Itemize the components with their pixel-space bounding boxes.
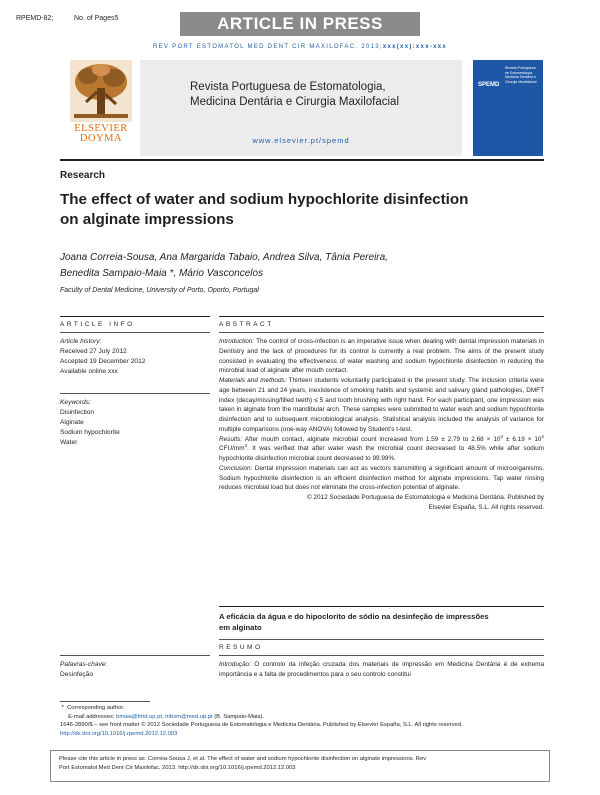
email-link: mbsm@med.up.pt — [165, 713, 213, 720]
footnote-rule — [60, 701, 150, 702]
journal-name: Revista Portuguesa de Estomatologia, Medicina Dentária e Cirurgia Maxilofacial — [190, 81, 400, 108]
article-info-heading: ARTICLE INFO — [60, 321, 135, 328]
cover-title: Revista Portuguesa de Estomatologia, Medicina Dentária e Cirurgia Maxilofacial — [505, 66, 537, 84]
article-history: Article history: Received 27 July 2012 Accepted 19 December 2012 Available online xxx — [60, 338, 146, 375]
resumo-rule — [219, 639, 544, 640]
page-count: No. of Pages5 — [74, 15, 119, 22]
affiliation: Faculty of Dental Medicine, University of Porto, Oporto, Portugal — [60, 287, 259, 294]
manuscript-code: RPEMD-82; — [16, 15, 54, 22]
abstract-results: Results: After mouth contact, alginate microbial count increased from 1.59 ± 2.79 to $2.68 \times 10^3 \pm 6.19 \times 10^2$ CFU/$mm^2$. It was verified that after water wash the microbial count decreased to 48.5% while after sodium hypochlorite disinfection microbial count decreased to 99.99%. — [219, 433, 544, 462]
resumo-introduction: Introdução: O controlo da infeção cruzada dos materiais de impressão em Medicina Dentária é de extrema importância e a falta de procedimentos para o seu controlo constitui — [219, 661, 544, 678]
journal-url[interactable]: www.elsevier.pt/spemd — [252, 136, 350, 145]
abstract-rule — [219, 332, 544, 333]
author-list: Joana Correia-Sousa, Ana Margarida Tabaio, Andrea Silva, Tânia Pereira, Benedita Sampaio-Maia *, Mário Vasconcelos — [60, 252, 388, 279]
publisher-name: ELSEVIER DOYMA — [74, 123, 128, 144]
info-rule-2 — [60, 393, 210, 394]
copyright-line1: © 2012 Sociedade Portuguesa de Estomatologia e Medicina Dentária. Published by — [306, 494, 544, 501]
keyword: Alginate — [60, 419, 84, 426]
email-link: bmaia@fmd.up.pt — [116, 713, 162, 720]
abstract-heading: ABSTRACT — [219, 321, 274, 328]
palavras-chave: Palavras-chave: Desinfeção — [60, 661, 108, 678]
journal-reference: REV PORT ESTOMATOL MED DENT CIR MAXILOFAC. 2013;xxx(xx):xxx-xxx — [152, 44, 448, 50]
keywords: Keywords: Disinfection Alginate Sodium hypochlorite Water — [60, 398, 210, 448]
keyword: Water — [60, 439, 78, 446]
copyright-line2: Elsevier España, S.L. All rights reserved. — [428, 503, 544, 511]
keyword: Disinfection — [60, 409, 95, 416]
footnotes: * Corresponding author. E-mail addresses: bmaia@fmd.up.pt, mbsm@med.up.pt (B. Sampaio-Maia). 1646-2890/$ – see front matter © 2012 Sociedade Portuguesa de Estomatologia e Medicina Dentária. Published by Elsevier España, S.L. All rights reserved. http://dx.doi.org/10.1016/j.rpemd.2012.12.003 — [60, 704, 544, 738]
info-rule-top — [60, 316, 210, 317]
resumo-heading: RESUMO — [219, 644, 263, 651]
section-label: Research — [60, 170, 106, 181]
abstract-introduction: Introduction: The control of cross-infection is an imperative issue when dealing with dental impression materials in Dentistry and the lack of procedures for its control is currently a real problem. The aims of the present study consisted in evaluating the effectiveness of water washing and sodium hypochlorite disinfection in reducing the microbial load of alginate after mouth contact. — [219, 338, 544, 375]
abstract-rule-top — [219, 316, 544, 317]
abstract-body — [219, 337, 544, 513]
keyword: Sodium hypochlorite — [60, 429, 120, 436]
resumo-rule-top — [219, 606, 544, 607]
citation-box: Please cite this article in press as: Correia-Sousa J, et al. The effect of water and sodium hypochlorite disinfection on alginate impressions. Rev Port Estomatol Med Dent Cir Maxilofac. 2013. http://dx.doi.org/10.1016/j.rpemd.2012.12.003 — [50, 750, 550, 782]
resumo-rule-2 — [219, 655, 544, 656]
abstract-conclusion: Conclusion: Dental impression materials can act as vectors transmitting a significant amount of microorganisms. Sodium hypochlorite disinfection is an efficient disinfection method for alginate impressions. Tap water rinsing reduces microbial load but does not eliminate the cross-infection potential of alginate. — [219, 464, 544, 492]
cover-badge: SPEMD — [478, 82, 500, 88]
abstract-methods: Materials and methods: Thirteen students voluntarily participated in the present study. The inclusion criteria were age between 21 and 24 years, inexistence of smoking habits and systemic and salivary gland pathologies, DMFT index (decay/missing/filled teeth) ≤ 5 and tooth brushing with right hand. For each participant, one impression was taken in alginate from the mandibular arch. These samples were submitted to water wash and sodium hypochlorite disinfection and to subsequent microbiological analysis. Statistical analysis included the analysis of variance for multiple comparisons (one-way ANOVA) followed by Student's t-test. — [219, 377, 544, 433]
palavras-rule — [60, 655, 210, 656]
doi-link: http://dx.doi.org/10.1016/j.rpemd.2012.12.003 — [60, 730, 178, 737]
portuguese-title: A eficácia da água e do hipoclorito de sódio na desinfeção de impressões em alginato — [219, 612, 489, 632]
info-rule — [60, 332, 210, 333]
article-title: The effect of water and sodium hypochlorite disinfection on alginate impressions — [60, 191, 469, 228]
header-rule — [60, 159, 544, 161]
article-in-press-banner: ARTICLE IN PRESS — [180, 12, 420, 36]
